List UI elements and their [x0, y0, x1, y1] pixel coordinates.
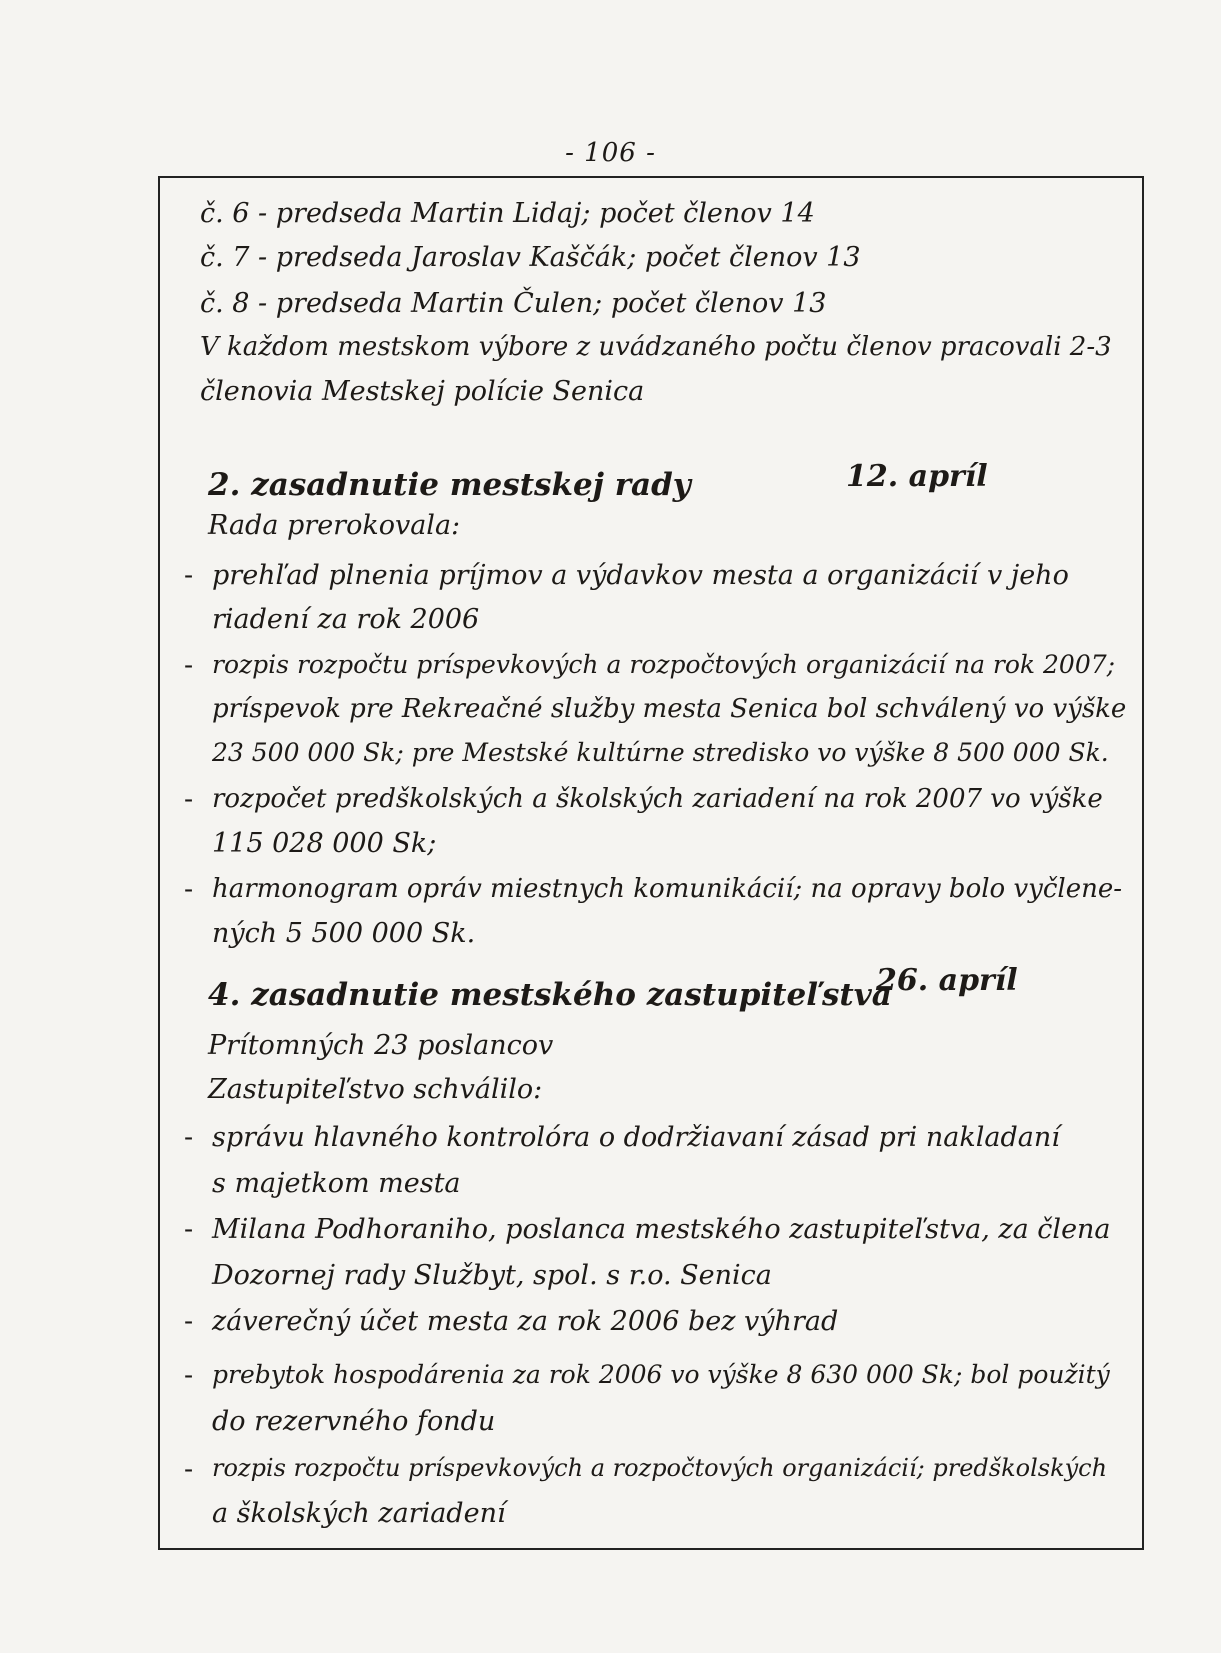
section-date: 12. apríl [846, 459, 988, 494]
list-item-line: prehľad plnenia príjmov a výdavkov mesta a organizácií v jeho [212, 560, 1069, 591]
section-heading: 2. zasadnutie mestskej rady [208, 467, 691, 503]
list-bullet: - [184, 874, 194, 905]
section-intro: Zastupiteľstvo schválilo: [208, 1074, 543, 1105]
list-item-line: rozpis rozpočtu príspevkových a rozpočtových organizácií; predškolských [212, 1454, 1108, 1482]
intro-line: členovia Mestskej polície Senica [200, 376, 645, 407]
list-item-line: príspevok pre Rekreačné služby mesta Senica bol schválený vo výške [212, 694, 1127, 724]
intro-line: č. 6 - predseda Martin Lidaj; počet členov 14 [200, 198, 815, 229]
intro-line: č. 8 - predseda Martin Čulen; počet členov 13 [200, 288, 827, 319]
list-item-line: prebytok hospodárenia za rok 2006 vo výške 8 630 000 Sk; bol použitý [212, 1360, 1110, 1389]
list-bullet: - [184, 560, 194, 591]
list-item-line: riadení za rok 2006 [212, 604, 480, 635]
page-number: - 106 - [565, 138, 656, 168]
list-item-line: rozpis rozpočtu príspevkových a rozpočtových organizácií na rok 2007; [212, 650, 1116, 679]
list-item-line: do rezervného fondu [212, 1406, 496, 1437]
list-item-line: 23 500 000 Sk; pre Mestské kultúrne stredisko vo výške 8 500 000 Sk. [212, 738, 1109, 767]
section-date: 26. apríl [876, 963, 1018, 998]
list-bullet: - [184, 650, 194, 681]
section-intro: Prítomných 23 poslancov [208, 1030, 554, 1061]
intro-line: V každom mestskom výbore z uvádzaného počtu členov pracovali 2-3 [200, 332, 1112, 362]
list-bullet: - [184, 784, 194, 815]
list-item-line: s majetkom mesta [212, 1168, 461, 1199]
intro-line: č. 7 - predseda Jaroslav Kaščák; počet členov 13 [200, 242, 861, 273]
list-bullet: - [184, 1122, 194, 1153]
list-bullet: - [184, 1306, 194, 1337]
list-item-line: Dozornej rady Službyt, spol. s r.o. Senica [212, 1260, 772, 1291]
section-intro: Rada prerokovala: [208, 510, 461, 541]
section-heading: 4. zasadnutie mestského zastupiteľstva [208, 977, 892, 1013]
list-bullet: - [184, 1454, 194, 1485]
list-item-line: Milana Podhoraniho, poslanca mestského zastupiteľstva, za člena [212, 1214, 1111, 1245]
list-item-line: ných 5 500 000 Sk. [212, 918, 476, 949]
list-item-line: 115 028 000 Sk; [212, 828, 437, 859]
list-item-line: rozpočet predškolských a školských zariadení na rok 2007 vo výške [212, 784, 1103, 814]
list-item-line: harmonogram opráv miestnych komunikácií; na opravy bolo vyčlene- [212, 874, 1123, 904]
list-item-line: správu hlavného kontrolóra o dodržiavaní zásad pri nakladaní [212, 1122, 1060, 1153]
list-item-line: záverečný účet mesta za rok 2006 bez výhrad [212, 1306, 839, 1337]
list-bullet: - [184, 1360, 194, 1391]
list-bullet: - [184, 1214, 194, 1245]
list-item-line: a školských zariadení [212, 1498, 506, 1529]
